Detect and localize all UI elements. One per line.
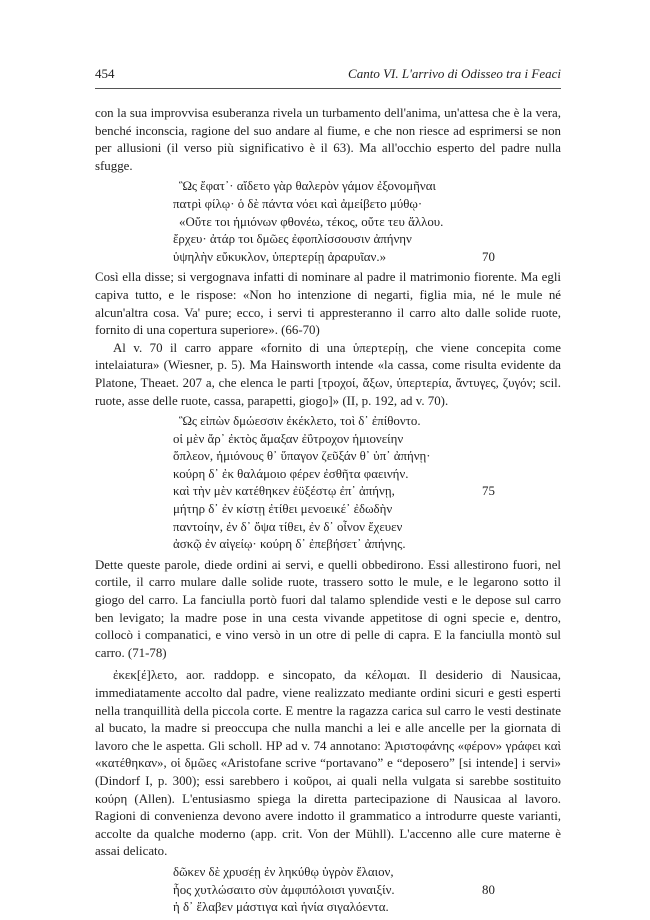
verse-text: παντοίην, ἐν δ᾽ ὄψα τίθει, ἐν δ᾽ οἶνον ἔχευεν	[173, 519, 403, 534]
verse-line	[95, 466, 561, 484]
verse-line	[95, 882, 561, 900]
verse-line	[95, 231, 561, 249]
verse-number: 75	[482, 484, 495, 499]
page-number: 454	[95, 66, 115, 81]
verse-text: ἔρχευ· ἀτάρ τοι δμῶες ἐφοπλίσσουσιν ἀπήνην	[173, 232, 412, 247]
verse-line	[95, 519, 561, 537]
paragraph-4: Dette queste parole, diede ordini ai servi, e quelli obbedirono. Essi allestirono fuori, nel cortile, il carro mulare dalle solide ruote, trassero sotto le mule, e le legarono sotto il giogo del carro. La fanciulla portò fuori dal talamo splendide vesti e le depose sul carro ben levigato; la madre pose in una cesta vivande appetitose di ogni specie e, dentro, collocò i companatici, e vino versò in un otre di pelle di capra. E la fanciulla montò sul carro. (71-78)	[95, 557, 561, 660]
greek-verse-block-1	[95, 178, 561, 266]
verse-line	[95, 501, 561, 519]
verse-text: μήτηρ δ᾽ ἐν κίστῃ ἐτίθει μενοεικέ᾽ ἐδωδὴν	[173, 502, 393, 517]
greek-verse-block-2	[95, 413, 561, 554]
verse-text: ἀσκῷ ἐν αἰγείῳ· κούρη δ᾽ ἐπεβήσετ᾽ ἀπήνης.	[173, 537, 406, 552]
paragraph-5: ἐκεκ[έ]λετο, aor. raddopp. e sincopato, da κέλομαι. Il desiderio di Nausicaa, immediatamente accolto dal padre, viene realizzato mediante ordini sicuri e gesti esperti nella tranquillità della piccola corte. E mentre la ragazza carica sul carro le vesti destinate al bucato, la madre si preoccupa che nulla manchi a lei e alle ancelle per la giornata di lavoro che le aspetta. Gli scholl. HP ad v. 74 annotano: Ἀριστοφάνης «φέρον» γράφει καὶ «κατέθηκαν», οἱ δμῶες «Aristofane scrive “portavano” e “deposero” [si intende] i servi» (Dindorf I, p. 300); essi sarebbero i κοῦροι, ai quali nella vulgata si sarebbe sostituito κούρη (Allen). L'entusiasmo spiega la diretta partecipazione di Nausicaa al lavoro. Ragioni di convenienza devono avere indotto il grammatico a introdurre queste varianti, accolte da qualche moderno (app. crit. Von der Mühll). L'accenno alle cure materne è assai delicato.	[95, 668, 561, 859]
verse-text: ἧος χυτλώσαιτο σὺν ἀμφιπόλοισι γυναιξίν.	[173, 882, 395, 897]
running-title: Canto VI. L'arrivo di Odisseo tra i Feaci	[348, 66, 561, 81]
verse-text: ὑψηλὴν εὔκυκλον, ὑπερτερίῃ ἀραρυῖαν.»	[173, 249, 387, 264]
verse-text: καὶ τὴν μὲν κατέθηκεν ἐϋξέστῳ ἐπ᾽ ἀπήνῃ,	[173, 484, 395, 499]
greek-verse-block-3	[95, 864, 561, 917]
verse-line	[95, 196, 561, 214]
verse-number: 80	[482, 882, 495, 897]
paragraph-1: con la sua improvvisa esuberanza rivela un turbamento dell'anima, un'attesa che è la vera, benché inconscia, ragione del suo andare al fiume, e che non riesce ad esprimersi se non per allusioni (il verso più significativo è il 63). Ma all'occhio esperto del padre nulla sfugge.	[95, 106, 561, 173]
verse-line	[95, 431, 561, 449]
verse-text: Ὣς εἰπὼν δμώεσσιν ἐκέκλετο, τοὶ δ᾽ ἐπίθοντο.	[179, 414, 421, 429]
paragraph-3: Al v. 70 il carro appare «fornito di una ὑπερτερίῃ, che viene concepita come intelaiatura» (Wiesner, p. 5). Ma Hainsworth intende «la cassa, come risulta evidente da Platone, Theaet. 207 a, che elenca le parti [τροχοί, ἄξων, ὑπερτερία, ἄντυγες, ζυγόν; scil. ruote, asse delle ruote, cassa, parapetti, giogo]» (II, p. 192, ad v. 70).	[95, 340, 561, 408]
verse-text: κούρη δ᾽ ἐκ θαλάμοιο φέρεν ἐσθῆτα φαεινήν.	[173, 466, 409, 481]
verse-text: δῶκεν δὲ χρυσέῃ ἐν ληκύθῳ ὑγρὸν ἔλαιον,	[173, 864, 394, 879]
verse-line	[95, 864, 561, 882]
verse-line	[95, 899, 561, 917]
verse-text: ἡ δ᾽ ἔλαβεν μάστιγα καὶ ἡνία σιγαλόεντα.	[173, 900, 389, 915]
verse-line	[95, 178, 561, 196]
verse-text: οἱ μὲν ἄρ᾽ ἐκτὸς ἄμαξαν ἐΰτροχον ἡμιονείην	[173, 431, 404, 446]
verse-text: Ὣς ἔφατ᾽· αἴδετο γὰρ θαλερὸν γάμον ἐξονομῆναι	[179, 179, 436, 194]
page-body	[95, 105, 561, 920]
verse-line	[95, 483, 561, 501]
header-rule	[95, 88, 561, 89]
verse-number: 70	[482, 249, 495, 264]
verse-line	[95, 448, 561, 466]
verse-line	[95, 249, 561, 267]
verse-line	[95, 536, 561, 554]
verse-text: πατρὶ φίλῳ· ὁ δὲ πάντα νόει καὶ ἀμείβετο μύθῳ·	[173, 196, 423, 211]
paragraph-2: Così ella disse; si vergognava infatti di nominare al padre il matrimonio fiorente. Ma egli capiva tutto, e le rispose: «Non ho intenzione di negarti, figlia mia, né le mule né alcun'altra cosa. Va' pure; ecco, i servi ti appresteranno il carro alto dalle solide ruote, fornito di una copertura superiore». (66-70)	[95, 270, 561, 338]
verse-text: ὅπλεον, ἡμιόνους θ᾽ ὕπαγον ζεῦξάν θ᾽ ὑπ᾽ ἀπήνῃ·	[173, 449, 431, 464]
verse-text: «Οὔτε τοι ἡμιόνων φθονέω, τέκος, οὔτε τευ ἄλλου.	[179, 214, 444, 229]
verse-line	[95, 214, 561, 232]
verse-line	[95, 413, 561, 431]
